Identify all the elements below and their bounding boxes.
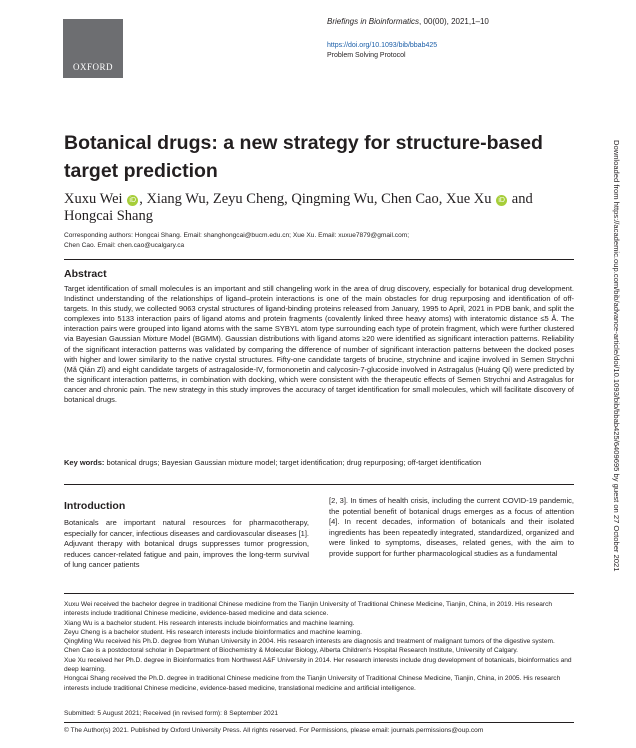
introduction-col1: Botanicals are important natural resources for pharmacotherapy, especially for cancer, infectious diseases and cardiovascular diseases [1]. Adjuvant therapy with botanical drugs suppresses tumor progression, reduces cancer-related fatigue and pain, improves the long-term survival of lung cancer patients xyxy=(64,518,309,569)
author-bio: Chen Cao is a postdoctoral scholar in Department of Biochemistry & Molecular Biology, Alberta Children's Hospital Research Institute, University of Calgary. xyxy=(64,647,518,655)
author-bio: Xiang Wu is a bachelor student. His research interests include bioinformatics and machine learning. xyxy=(64,619,355,627)
watermark-text: Downloaded from https://academic.oup.com/bib/advance-article/doi/10.1093/bib/bbab425/6409695 by guest on 27 October 2021 xyxy=(612,140,621,572)
abstract-heading: Abstract xyxy=(64,268,107,280)
abstract-text: Target identification of small molecules is an important and still changeling work in the area of drug discovery, especially for botanical drug development. Indistinct understanding of the relationships of ligand–protein interactions is one of the main obstacles for drug repurposing and identification of off-targets. In this study, we collected 9063 crystal structures of ligand-binding proteins released from January, 1995 to April, 2021 in PDB bank, and split the complexes into 5133 interaction pairs of ligand atoms and protein fragments (covalently linked three heavy atoms) with interatomic distance ≤5 Å. The interaction pairs were grouped into ligand atoms with the same SYBYL atom type surrounding each type of protein fragment, which were further clustered via Bayesian Gaussian Mixture Model (BGMM). Gaussian distributions with ligand atoms ≥20 were identified as significant interaction patterns. Reliability of the significant interaction patterns was validated by comparing the difference of number of significant interaction patterns between the docked poses with higher and lower similarity to the native crystal structures. Fifty-one candidate targets of brucine, strychnine and icajine involved in Semen Strychni (Mǎ Qián Zǐ) and eight candidate targets of astragaloside-IV, formononetin and calycosin-7-glucoside involved in Astragalus (Huáng Qí) were predicted by the significant interaction patterns, in combination with docking, which were consistent with the therapeutic effects of Semen Strychni and Astragalus for cancer and chronic pain. The new strategy in this study improves the accuracy of target identification for small molecules, which will facilitate discovery of botanical drugs. xyxy=(64,284,574,405)
author-middle: , Xiang Wu, Zeyu Cheng, Qingming Wu, Chen Cao, Xue Xu xyxy=(139,191,492,207)
submission-dates: Submitted: 5 August 2021; Received (in revised form): 8 September 2021 xyxy=(64,710,279,717)
author-first: Xuxu Wei xyxy=(64,191,123,207)
oxford-logo xyxy=(63,19,123,78)
introduction-heading: Introduction xyxy=(64,500,126,512)
author-bios xyxy=(64,600,574,693)
keywords xyxy=(64,458,574,468)
divider xyxy=(64,593,574,594)
download-watermark xyxy=(613,140,629,620)
corresponding-authors xyxy=(64,231,584,250)
orcid-icon[interactable]: iD xyxy=(127,195,138,206)
author-list xyxy=(64,191,584,225)
author-bio: Zeyu Cheng is a bachelor student. His research interests include bioinformatics and machine learning. xyxy=(64,628,362,636)
introduction-col2: [2, 3]. In times of health crisis, including the current COVID-19 pandemic, the potential benefit of botanical drugs emerges as a focus of attention [4]. In recent decades, information of botanicals and their isolated ingredients has been repeatedly integrated, standardized, organized and were linked to symptoms, diseases, related genes, with the aim to provide support for further pharmacological studies as a fundamental xyxy=(329,496,574,558)
divider xyxy=(64,722,574,723)
divider xyxy=(64,259,574,260)
logo-text: OXFORD xyxy=(72,62,113,72)
journal-name: Briefings in Bioinformatics xyxy=(327,17,420,26)
journal-citation xyxy=(327,17,489,26)
corresponding-line: Chen Cao. Email: chen.cao@ucalgary.ca xyxy=(64,241,185,249)
corresponding-line: Corresponding authors: Hongcai Shang. Email: shanghongcai@bucm.edu.cn; Xue Xu. Email: xuxue7879@gmail.com; xyxy=(64,232,410,239)
keywords-text: botanical drugs; Bayesian Gaussian mixture model; target identification; drug repurposing; off-target identification xyxy=(104,458,482,467)
divider xyxy=(64,484,574,485)
author-bio: Xue Xu received her Ph.D. degree in Bioinformatics from Northwest A&F University in 2014. Her research interests include drug development of botanicals, bioinformatics and deep learning. xyxy=(64,656,572,674)
doi-link[interactable]: https://doi.org/10.1093/bib/bbab425 xyxy=(327,42,438,49)
author-last: and Hongcai Shang xyxy=(64,191,533,224)
keywords-label: Key words: xyxy=(64,458,105,467)
journal-meta: , 00(00), 2021,1–10 xyxy=(419,17,489,26)
author-bio: Hongcai Shang received the Ph.D. degree in traditional Chinese medicine from the Tianjin University of Traditional Chinese Medicine, Tianjin, China, in 2005. His research interests include traditional Chinese medicine, evidence-based medicine, translational medicine and artificial intelligence. xyxy=(64,675,561,692)
orcid-icon[interactable]: iD xyxy=(496,195,507,206)
author-bio: QingMing Wu received his Ph.D. degree from Wuhan University in 2004. His research interests are diagnosis and treatment of malignant tumors of the digestive system. xyxy=(64,638,555,646)
paper-title: Botanical drugs: a new strategy for structure-based target prediction xyxy=(64,132,543,182)
copyright: © The Author(s) 2021. Published by Oxford University Press. All rights reserved. For Permissions, please email: journals.permissions@oup.com xyxy=(64,727,484,734)
paper-type: Problem Solving Protocol xyxy=(327,52,406,59)
author-bio: Xuxu Wei received the bachelor degree in traditional Chinese medicine from the Tianjin University of Traditional Chinese Medicine, Tianjin, China, in 2019. His research interests include traditional Chinese medicine, evidence-based medicine and data science. xyxy=(64,601,553,618)
